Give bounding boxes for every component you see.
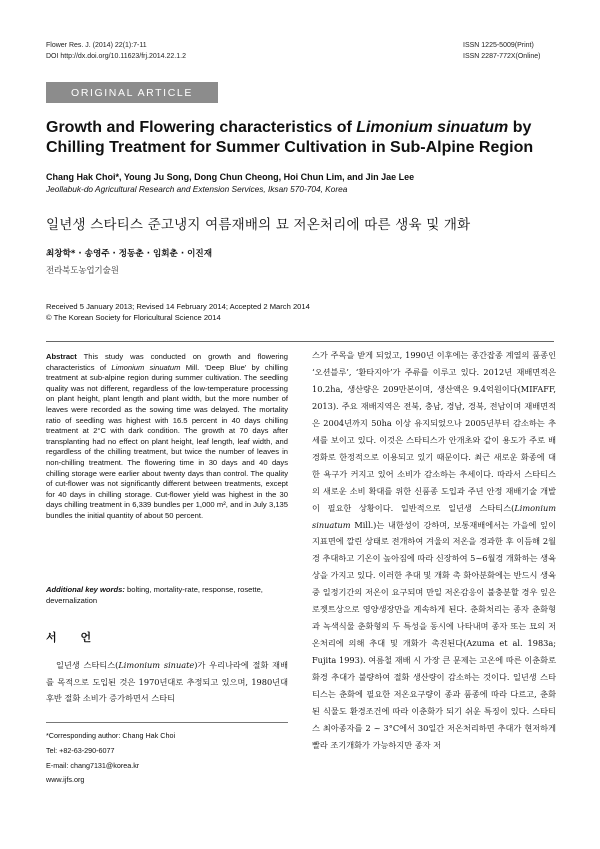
- abstract-label: Abstract: [46, 352, 77, 361]
- issn-print: ISSN 1225-5009(Print): [463, 42, 534, 49]
- footnote-divider: [46, 722, 288, 723]
- corresponding-author: *Corresponding author: Chang Hak Choi: [46, 731, 176, 740]
- author-list: Chang Hak Choi*, Young Ju Song, Dong Chun Cheong, Hoi Chun Lim, and Jin Jae Lee: [46, 172, 415, 182]
- author-telephone: Tel: +82-63-290-6077: [46, 745, 115, 755]
- right-text-2: Mill.)는 내한성이 강하며, 보통재배에서는 가을에 잎이 지표면에 깔린 상태로 전개하여 겨울의 저온을 경과한 후 이듬해 2월경 추대하고 기온이 높아짐에 따라 신장하여 5~6월경 개화하는 생육상을 가지고 있다. 이러한 추대 및 개화 촉 화아분화에는 반드시 생육 중 일정기간의 저온이 요구되며 만일 저온감응이 불충분할 경우 잎은 로젯트상으로 영양생장만을 계속하게 된다. 춘화처리는 종자 춘화형과 녹색식물 춘화형의 두 특성을 동시에 나타내며 종자 또는 묘의 저온처리에 의해 추대 및 개화가 촉진된다(Azuma et al. 1983a; Fujita 1993). 여름철 재배 시 가장 큰 문제는 고온에 따른 이춘화로 화경 추대가 불량하여 절화 생산량이 감소하는 것이다. 일년생 스타티스는 춘화에 필요한 저온요구량이 종과 품종에 따라 다르고, 춘화된 식물도 환경조건에 따라 이춘화가 되기 쉬운 특징이 있다. 스타티스 최아종자를 2 ~ 3°C에서 30일간 저온처리하면 추대가 현저하게 빨라 조기개화가 가능하지만 종자 저: [312, 519, 556, 750]
- korean-title: 일년생 스타티스 준고냉지 여름재배의 묘 저온처리에 따른 생육 및 개화: [46, 217, 471, 233]
- copyright-notice: © The Korean Society for Floricultural Science 2014: [46, 313, 221, 322]
- section-divider: [46, 341, 554, 342]
- abstract: [46, 352, 288, 522]
- journal-citation: Flower Res. J. (2014) 22(1):7-11: [46, 42, 147, 49]
- right-text-1: 스가 주목을 받게 되었고, 1990년 이후에는 종간잡종 계열의 품종인 ‘오션블루’, ‘환타지아’가 주류를 이루고 있다. 2012년 재배면적은 10.2ha, 생산량은 209만본이며, 생산액은 9.4억원이다(MIFAFF, 2013). 주요 재배지역은 전북, 충남, 경남, 경북, 전남이며 재배면적은 2004년까지 50ha 이상 유지되었으나 2005년부터 감소하는 추세를 보이고 있다. 이것은 스타티스가 안개초와 같이 용도가 주로 배경화로 한정적으로 이용되고 있기 때문이다. 최근 새로운 화종에 대한 욕구가 커지고 있어 소비가 감소하는 추세이다. 따라서 스타티스의 새로운 소비 확대를 위한 신품종 도입과 주년 안정 재배기술 개발이 필요한 상황이다. 일반적으로 일년생 스타티스(: [312, 350, 556, 513]
- publication-dates: [46, 301, 310, 323]
- korean-author-list: 최창학* · 송영주 · 정동춘 · 임회춘 · 이진재: [46, 249, 213, 259]
- introduction-continued-column: [312, 347, 556, 754]
- title-part-2: by Chilling Treatment for Summer Cultivation in Sub-Alpine Region: [46, 119, 534, 156]
- right-scientific-name: Limonium sinuatum: [312, 502, 556, 530]
- article-title: [46, 118, 556, 158]
- key-words-text: bolting, mortality-rate, response, rosette, devernalization: [46, 585, 263, 605]
- article-type-banner: ORIGINAL ARTICLE: [46, 82, 218, 103]
- issn-online: ISSN 2287-772X(Online): [463, 52, 541, 60]
- introduction-heading: 서 언: [46, 631, 102, 644]
- key-words-label: Additional key words:: [46, 585, 125, 594]
- title-part-1: Growth and Flowering characteristics of: [46, 119, 357, 136]
- introduction-paragraph: [46, 657, 288, 707]
- corresponding-author-footnote: [46, 729, 175, 788]
- abstract-text-1: This study was conducted on growth and flowering characteristics of: [46, 352, 288, 372]
- journal-header-left: [46, 41, 186, 62]
- intro-text-1: 일년생 스타티스(: [56, 660, 119, 670]
- key-words: [46, 585, 288, 606]
- abstract-scientific-name: Limonium sinuatum: [111, 362, 181, 372]
- abstract-text-2: Mill. ‘Deep Blue’ by chilling treatment at sub-alpine region during summer cultivation. The seedling quality was not different, regardless of the low-temperature processing on plant height, plant length and plant width, but the more number of leaves were recorded as the sowing time was delayed. The mortality ratio of seedling was highest with 16.5 percent in 40 days chilling treatment at 2°C with dark condition. The growth at 70 days after transplanting had no effect on plant height, leaf length, leaf width, and regardless of the chilling treatment, but twice the number of leaves in non-chilling treatment. The flowering time in 30 days and 40 days chilling storage were earlier about twenty days than control. The quality of cut-flower was not significantly different between treatments, except for 40 days in chilling storage. Cut-flower yield was highest in the 30 days chilling treatment in 6,339 bundles per 1,000 m², and in July 3,135 bundles the initial quantity of about 50 percent.: [46, 362, 288, 520]
- intro-scientific-name: Limonium sinuate: [118, 660, 195, 670]
- korean-affiliation: 전라북도농업기술원: [46, 265, 119, 275]
- author-affiliation: Jeollabuk-do Agricultural Research and Extension Services, Iksan 570-704, Korea: [46, 184, 348, 194]
- journal-website[interactable]: www.ijfs.org: [46, 775, 85, 785]
- doi-line[interactable]: DOI http://dx.doi.org/10.11623/frj.2014.22.1.2: [46, 52, 186, 60]
- intro-text-2: )가 우리나라에 절화 재배를 목적으로 도입된 것은 1970년대로 추정되고 있으며, 1980년대 후반 절화 소비가 증가하면서 스타티: [46, 660, 288, 703]
- journal-header-right: [463, 41, 540, 62]
- author-email[interactable]: E-mail: chang7131@korea.kr: [46, 760, 140, 770]
- title-scientific-name: Limonium sinuatum: [356, 119, 509, 136]
- received-revised-accepted: Received 5 January 2013; Revised 14 February 2014; Accepted 2 March 2014: [46, 302, 310, 311]
